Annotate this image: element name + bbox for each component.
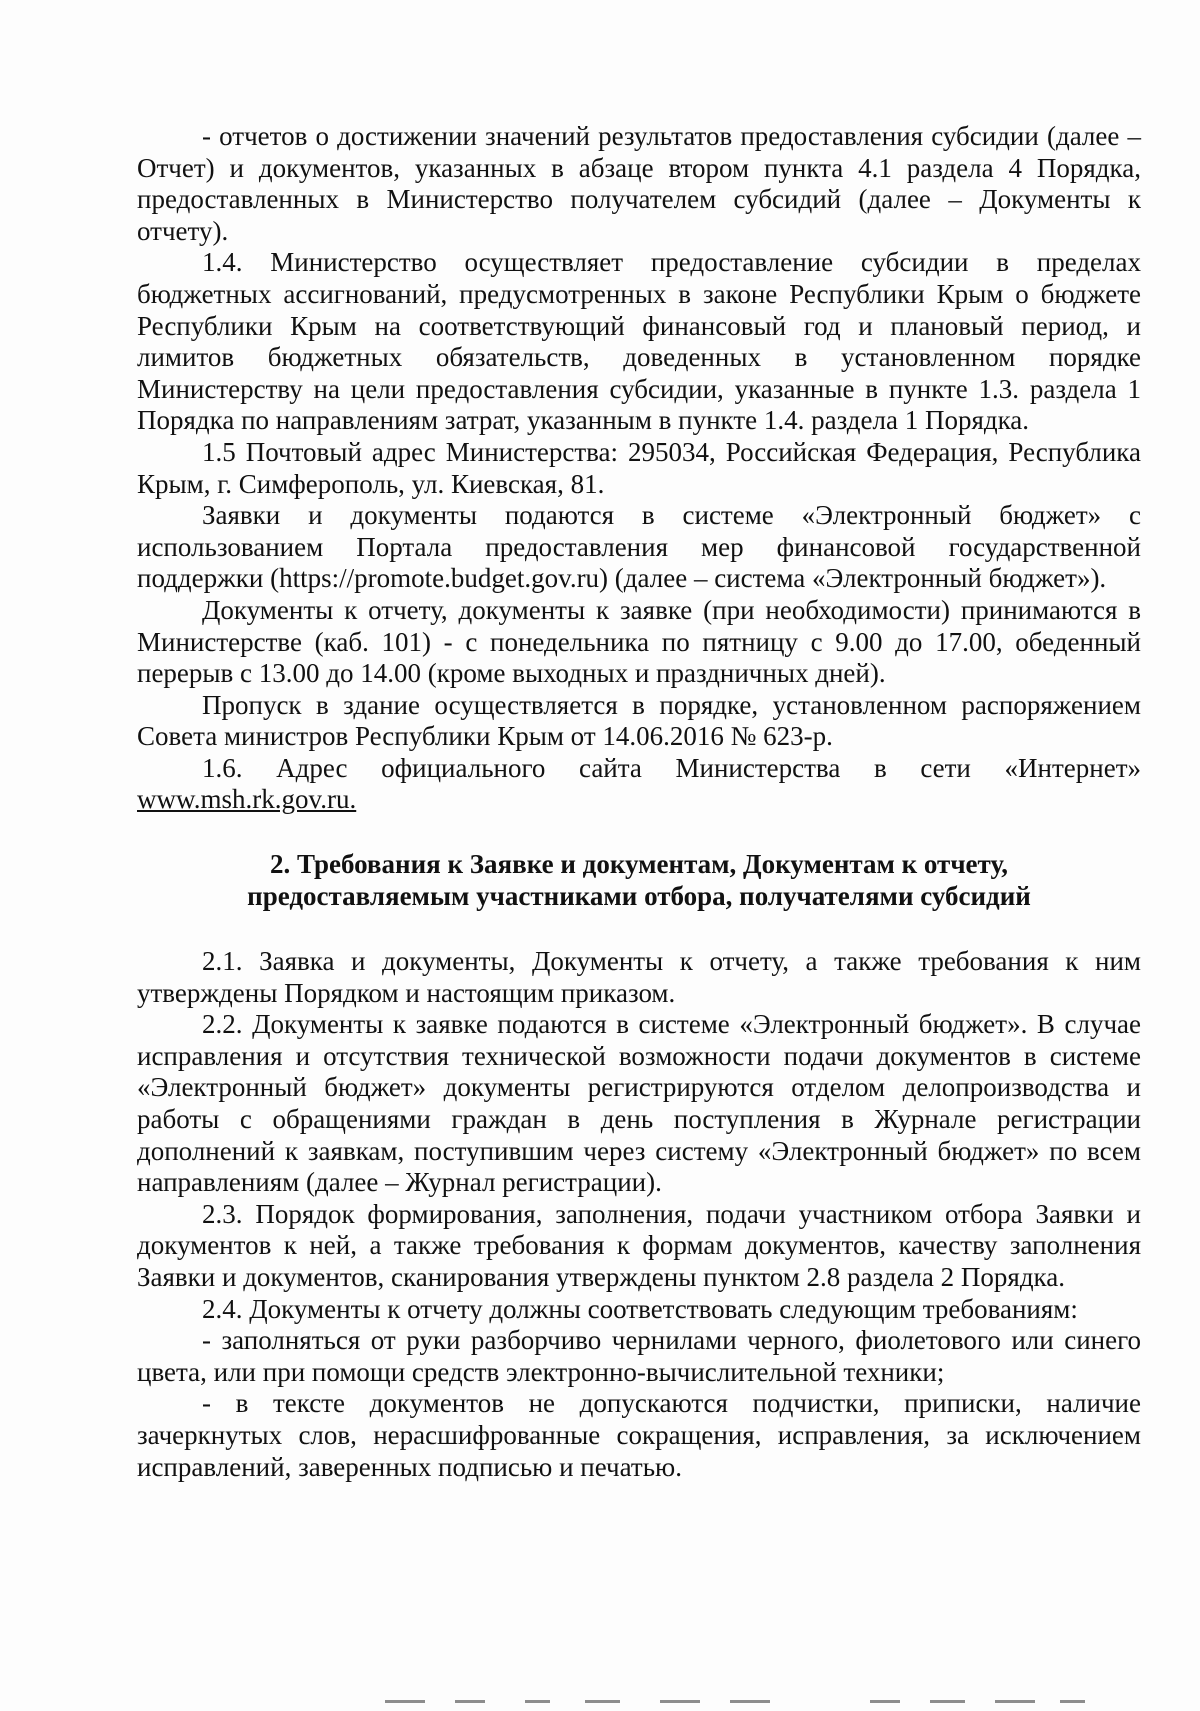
- paragraph-2-4-item-2: - в тексте документов не допускаются подчистки, приписки, наличие зачеркнутых слов, нерасшифрованные сокращения, исправления, за исключением исправлений, заверенных подписью и печатью.: [137, 1388, 1141, 1482]
- section-2-heading-line1: 2. Требования к Заявке и документам, Документам к отчету,: [269, 849, 1008, 880]
- paragraph-2-4-item-1: - заполняться от руки разборчиво чернилами черного, фиолетового или синего цвета, или при помощи средств электронно-вычислительной техники;: [137, 1325, 1141, 1387]
- paragraph-2-3: 2.3. Порядок формирования, заполнения, подачи участником отбора Заявки и документов к ней, а также требования к формам документов, качеству заполнения Заявки и документов, сканирования утверждены пунктом 2.8 раздела 2 Порядка.: [137, 1198, 1141, 1292]
- paragraph-1-6: [137, 753, 1141, 785]
- paragraph-building-pass: Пропуск в здание осуществляется в порядке, установленном распоряжением Совета министров Республики Крым от 14.06.2016 № 623-р.: [137, 689, 1141, 752]
- paragraph-1-6-text: 1.6. Адрес официального сайта Министерства в сети «Интернет»: [202, 752, 1141, 783]
- document-body: [137, 121, 1141, 1483]
- paragraph-1-6-link-line: [137, 784, 1141, 816]
- paragraph-1-4: 1.4. Министерство осуществляет предоставление субсидии в пределах бюджетных ассигнований, предусмотренных в законе Республики Крым о бюджете Республики Крым на соответствующий финансовый год и плановый период, и лимитов бюджетных обязательств, доведенных в установленном порядке Министерству на цели предоставления субсидии, указанные в пункте 1.3. раздела 1 Порядка по направлениям затрат, указанным в пункте 1.4. раздела 1 Порядка.: [137, 247, 1141, 436]
- paragraph-2-4: 2.4. Документы к отчету должны соответствовать следующим требованиям:: [202, 1293, 1078, 1324]
- section-2-heading-line2: предоставляемым участниками отбора, получателями субсидий: [247, 881, 1031, 912]
- ministry-website-link[interactable]: www.msh.rk.gov.ru.: [137, 784, 357, 815]
- paragraph-2-2: 2.2. Документы к заявке подаются в системе «Электронный бюджет». В случае исправления и отсутствия технической возможности подачи документов в системе «Электронный бюджет» документы регистрируются отделом делопроизводства и работы с обращениями граждан в день поступления в Журнале регистрации дополнений к заявкам, поступившим через систему «Электронный бюджет» по всем направлениям (далее – Журнал регистрации).: [137, 1009, 1141, 1198]
- paragraph-reports: - отчетов о достижении значений результатов предоставления субсидии (далее – Отчет) и документов, указанных в абзаце втором пункта 4.1 раздела 4 Порядка, предоставленных в Министерство получателем субсидий (далее – Документы к отчету).: [137, 121, 1141, 246]
- paragraph-1-5: 1.5 Почтовый адрес Министерства: 295034, Российская Федерация, Республика Крым, г. Симферополь, ул. Киевская, 81.: [137, 436, 1141, 499]
- paragraph-applications: Заявки и документы подаются в системе «Электронный бюджет» с использованием Портала предоставления мер финансовой государственной поддержки (https://promote.budget.gov.ru) (далее – система «Электронный бюджет»).: [137, 500, 1141, 594]
- paragraph-reception-hours: Документы к отчету, документы к заявке (при необходимости) принимаются в Министерстве (каб. 101) - с понедельника по пятницу с 9.00 до 17.00, обеденный перерыв с 13.00 до 14.00 (кроме выходных и праздничных дней).: [137, 594, 1141, 689]
- paragraph-2-1: 2.1. Заявка и документы, Документы к отчету, а также требования к ним утверждены Порядком и настоящим приказом.: [137, 946, 1141, 1008]
